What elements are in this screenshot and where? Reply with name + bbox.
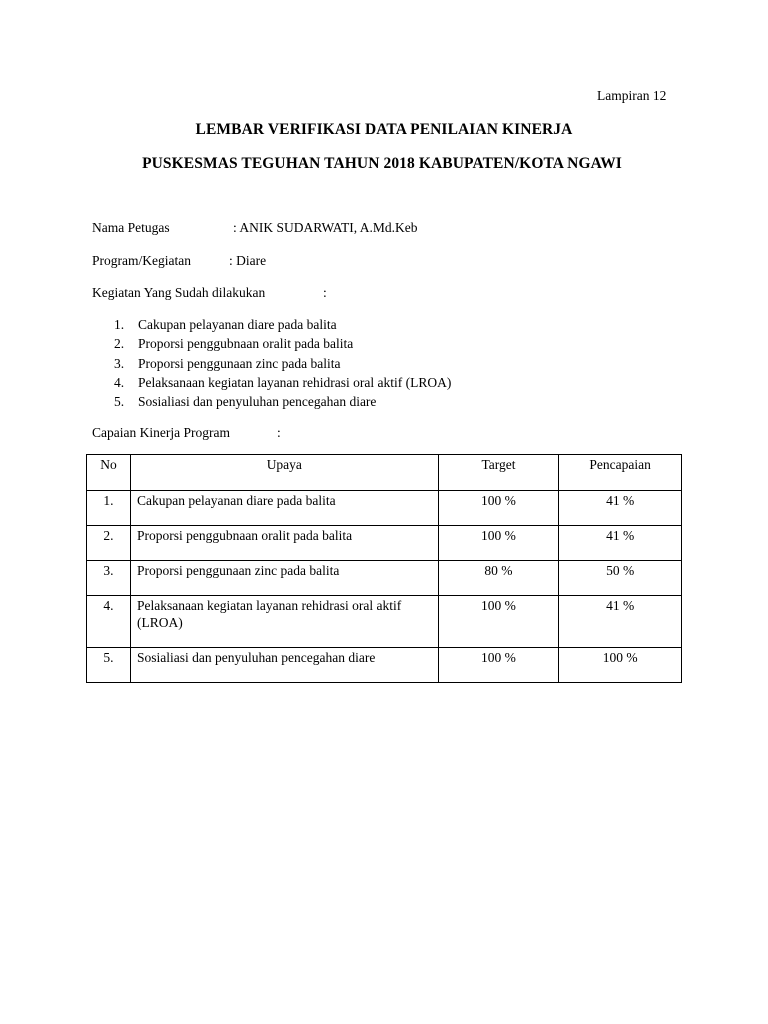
cell-pencapaian: 41 % <box>559 596 682 648</box>
performance-table <box>86 454 682 683</box>
activities-list <box>92 315 451 411</box>
cell-upaya: Proporsi penggubnaan oralit pada balita <box>130 526 438 561</box>
cell-no: 2. <box>87 526 131 561</box>
officer-name-field <box>92 220 418 236</box>
program-label: Program/Kegiatan <box>92 253 191 268</box>
cell-pencapaian: 41 % <box>559 491 682 526</box>
list-item: 5. Sosialiasi dan penyuluhan pencegahan diare <box>114 394 377 410</box>
table-row <box>87 561 682 596</box>
document-title: LEMBAR VERIFIKASI DATA PENILAIAN KINERJA <box>195 121 573 138</box>
program-field <box>92 253 266 269</box>
list-item: 4. Pelaksanaan kegiatan layanan rehidrasi oral aktif (LROA) <box>114 374 452 390</box>
header-pencapaian: Pencapaian <box>559 455 682 491</box>
header-no: No <box>87 455 131 491</box>
cell-no: 5. <box>87 648 131 683</box>
program-value: : Diare <box>229 253 267 268</box>
cell-no: 1. <box>87 491 131 526</box>
officer-name-value: : ANIK SUDARWATI, A.Md.Keb <box>233 220 418 235</box>
list-item: 3. Proporsi penggunaan zinc pada balita <box>114 355 341 371</box>
cell-no: 4. <box>87 596 131 648</box>
list-item: 1. Cakupan pelayanan diare pada balita <box>114 317 337 332</box>
cell-target: 100 % <box>438 648 559 683</box>
cell-target: 80 % <box>438 561 559 596</box>
header-target: Target <box>438 455 559 491</box>
activities-done-colon: : <box>323 285 327 300</box>
list-item: 2. Proporsi penggubnaan oralit pada balita <box>114 336 354 352</box>
cell-pencapaian: 41 % <box>559 526 682 561</box>
performance-achievement-field <box>92 425 281 441</box>
performance-achievement-colon: : <box>277 425 281 440</box>
cell-upaya: Pelaksanaan kegiatan layanan rehidrasi oral aktif (LROA) <box>130 596 438 648</box>
table-row <box>87 526 682 561</box>
header-upaya: Upaya <box>130 455 438 491</box>
attachment-label: Lampiran 12 <box>597 88 667 103</box>
activities-done-label: Kegiatan Yang Sudah dilakukan <box>92 285 266 300</box>
cell-upaya: Proporsi penggunaan zinc pada balita <box>130 561 438 596</box>
cell-pencapaian: 50 % <box>559 561 682 596</box>
cell-no: 3. <box>87 561 131 596</box>
officer-name-label: Nama Petugas <box>92 220 170 235</box>
cell-target: 100 % <box>438 491 559 526</box>
cell-upaya: Cakupan pelayanan diare pada balita <box>130 491 438 526</box>
cell-upaya: Sosialiasi dan penyuluhan pencegahan diare <box>130 648 438 683</box>
table-header-row <box>87 455 682 491</box>
cell-target: 100 % <box>438 596 559 648</box>
document-subtitle: PUSKESMAS TEGUHAN TAHUN 2018 KABUPATEN/KOTA NGAWI <box>142 155 622 172</box>
table-row <box>87 648 682 683</box>
activities-done-field <box>92 285 327 301</box>
table-row <box>87 596 682 648</box>
performance-achievement-label: Capaian Kinerja Program <box>92 425 230 440</box>
cell-pencapaian: 100 % <box>559 648 682 683</box>
table-row <box>87 491 682 526</box>
cell-target: 100 % <box>438 526 559 561</box>
